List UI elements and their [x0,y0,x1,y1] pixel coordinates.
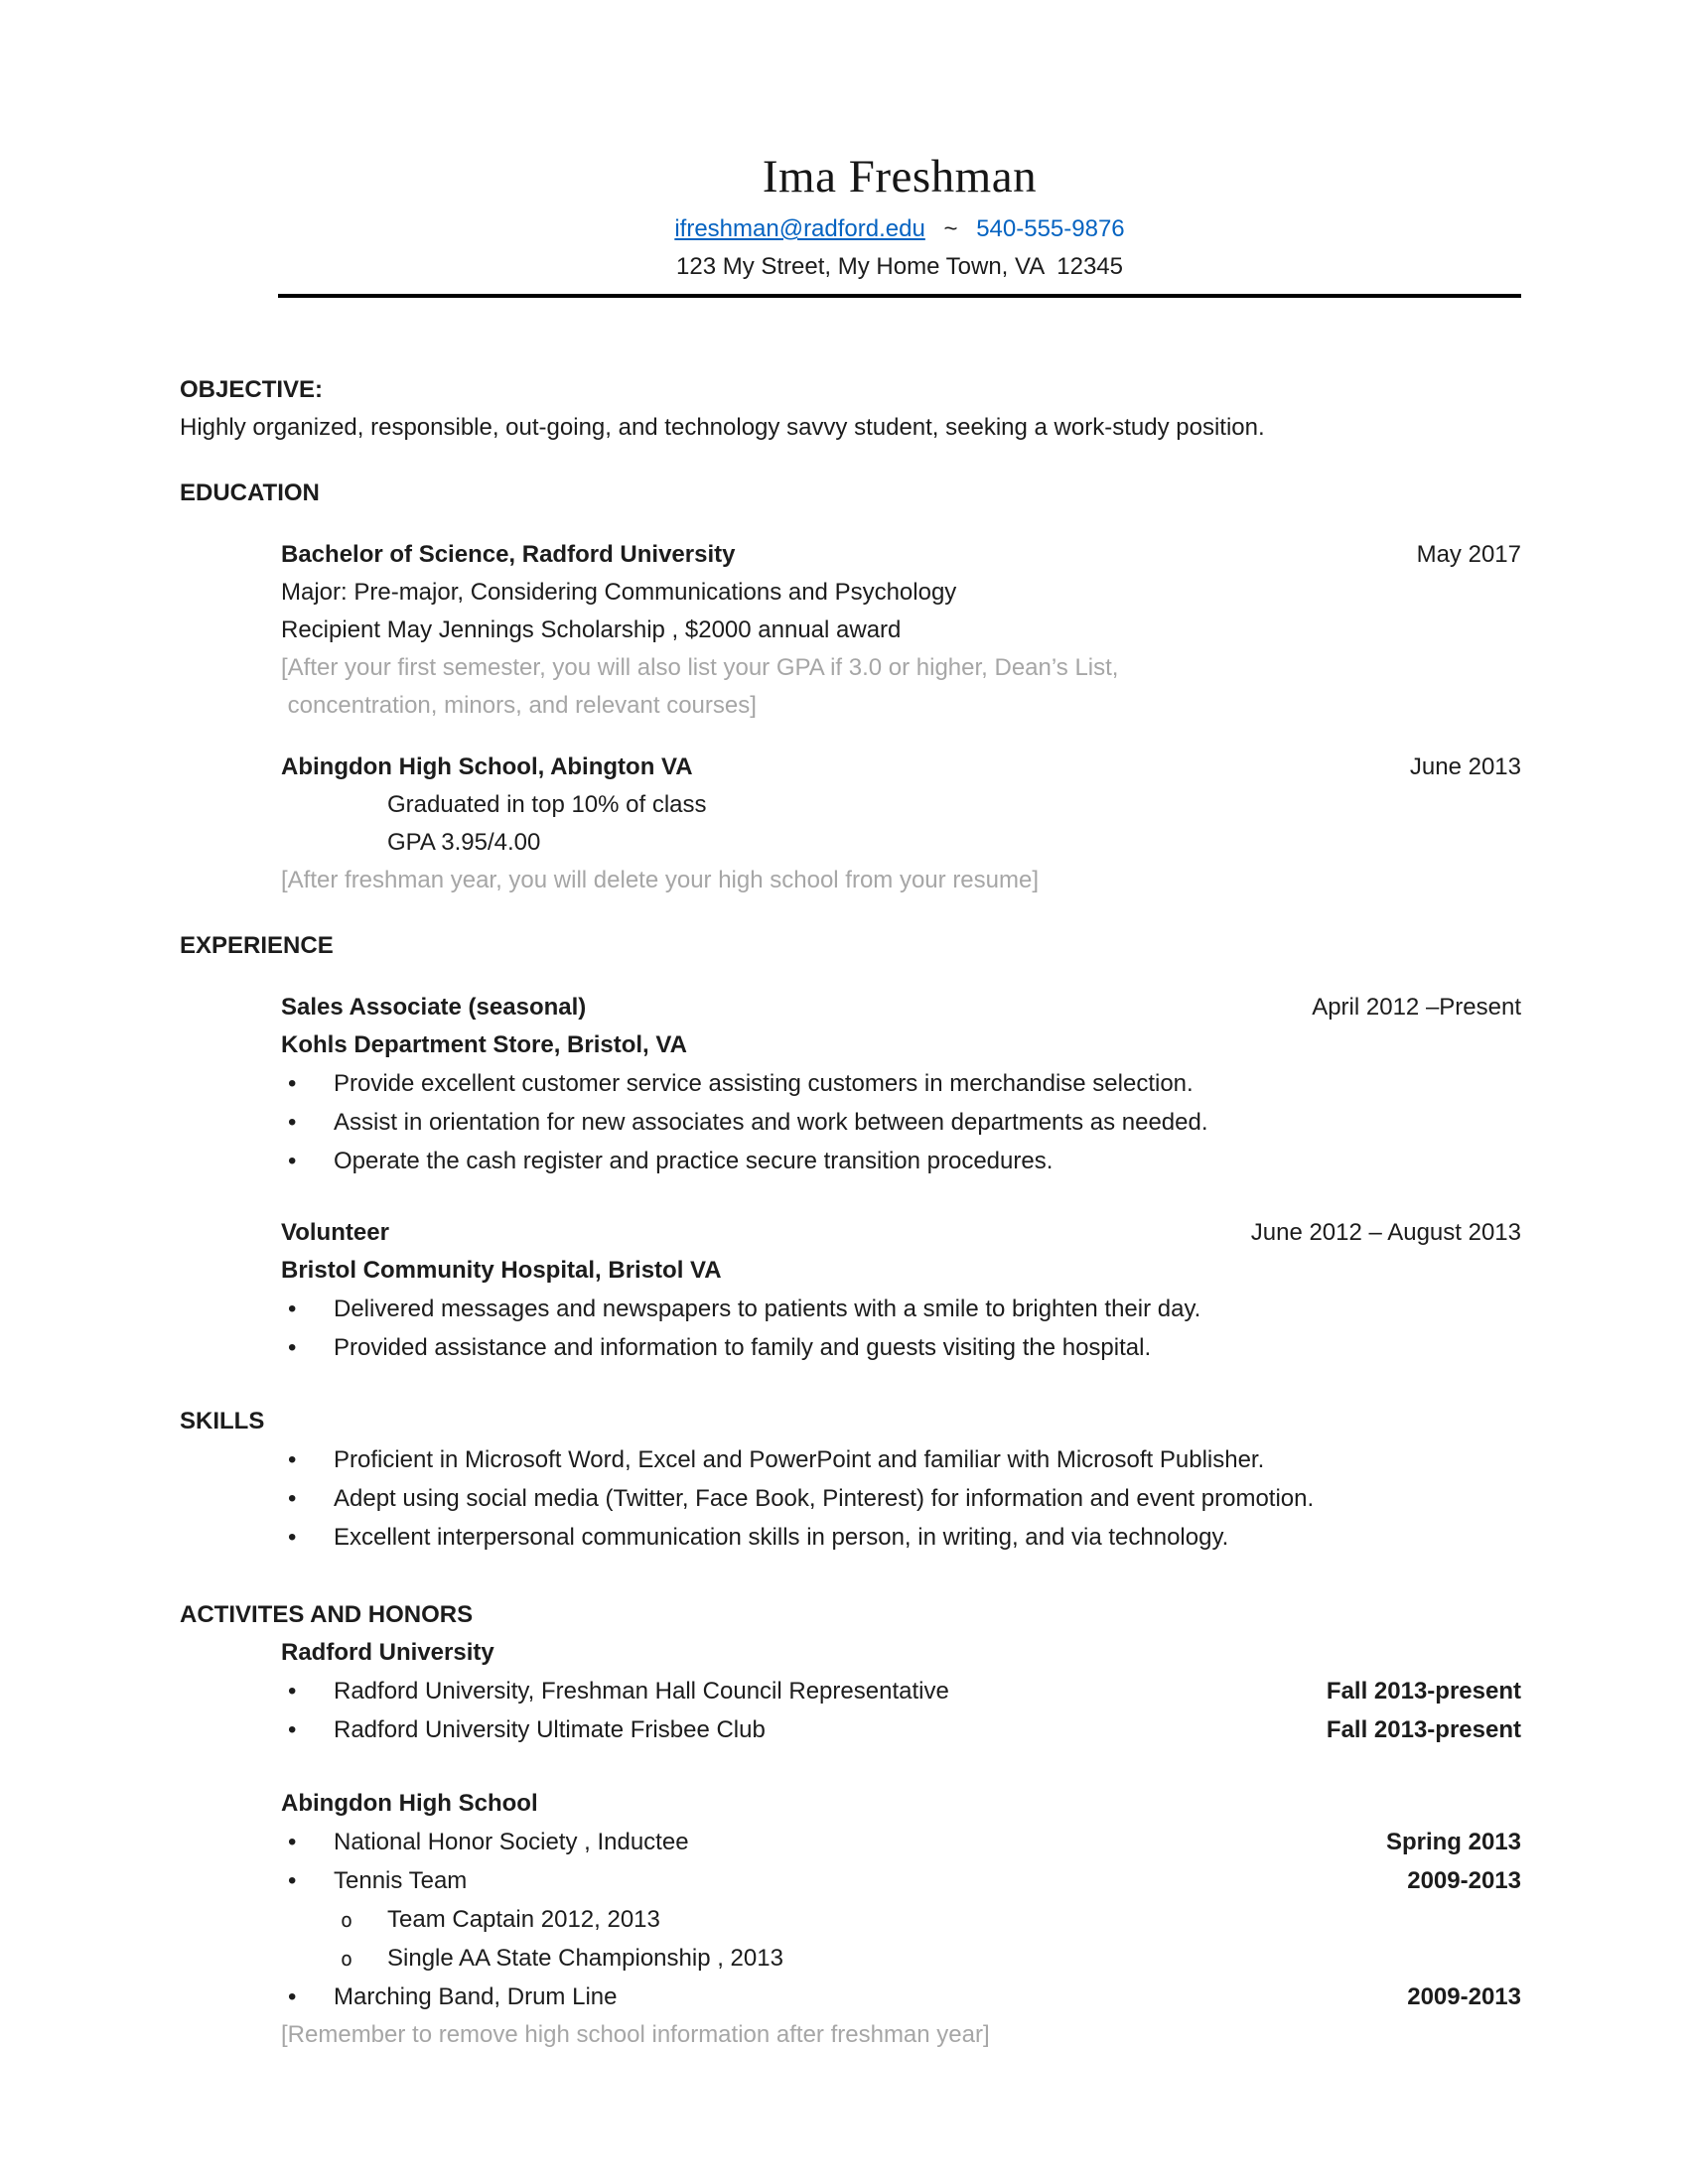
entry-title-row [281,1214,1521,1252]
bullet-item: • Adept using social media (Twitter, Face Book, Pinterest) for information and event promotion. [281,1479,1521,1518]
experience-heading: EXPERIENCE [180,932,334,959]
bullet-item: • Delivered messages and newspapers to patients with a smile to brighten their day. [281,1290,1521,1328]
phone-link[interactable]: 540-555-9876 [976,215,1125,242]
experience-entry-kohls [281,989,1521,1180]
candidate-name: Ima Freshman [762,151,1038,203]
experience-entry-hospital [281,1214,1521,1367]
activity-item-row [281,1861,1521,1900]
activity-date: 2009-2013 [1407,1867,1521,1894]
placeholder-note: [After freshman year, you will delete your high school from your resume] [281,867,1040,893]
education-detail-line: Recipient May Jennings Scholarship , $2000 annual award [281,616,902,643]
activity-date: Fall 2013-present [1326,1716,1521,1743]
email-link[interactable]: ifreshman@radford.edu [674,215,925,242]
education-entry-college [281,536,1521,725]
entry-title-row [281,989,1521,1026]
education-detail-line: Graduated in top 10% of class [387,791,707,818]
activity-item-row [281,1672,1521,1710]
activity-subitem: o Team Captain 2012, 2013 [281,1900,1521,1939]
activity-date: Fall 2013-present [1326,1678,1521,1705]
activities-heading: ACTIVITES AND HONORS [180,1601,474,1628]
bullet-item: • Proficient in Microsoft Word, Excel and PowerPoint and familiar with Microsoft Publisher. [281,1440,1521,1479]
placeholder-note: [After your first semester, you will also list your GPA if 3.0 or higher, Dean’s List, [281,654,1119,681]
skills-list [281,1440,1521,1557]
education-entry-highschool [281,749,1521,899]
activity-item: • Tennis Team [281,1861,1407,1900]
objective-text: Highly organized, responsible, out-going, and technology savvy student, seeking a work-study position. [180,414,1265,441]
job-organization: Bristol Community Hospital, Bristol VA [281,1257,722,1284]
school-date: June 2013 [1409,753,1521,780]
activity-item: • Radford University Ultimate Frisbee Club [281,1710,1327,1749]
job-date: April 2012 –Present [1312,994,1521,1021]
entry-title-row [281,536,1521,574]
contact-separator: ~ [943,215,958,242]
activity-item-row [281,1978,1521,2016]
bullet-item: • Provide excellent customer service assisting customers in merchandise selection. [281,1064,1521,1103]
education-detail-line: Major: Pre-major, Considering Communications and Psychology [281,579,957,606]
activity-item: • National Honor Society , Inductee [281,1823,1386,1861]
job-organization: Kohls Department Store, Bristol, VA [281,1031,687,1058]
activity-item: • Radford University, Freshman Hall Council Representative [281,1672,1327,1710]
activities-group-highschool [281,1785,1521,2054]
bullet-item: • Assist in orientation for new associates and work between departments as needed. [281,1103,1521,1142]
objective-heading: OBJECTIVE: [180,376,324,403]
bullet-item: • Excellent interpersonal communication skills in person, in writing, and via technology. [281,1518,1521,1557]
address-line: 123 My Street, My Home Town, VA 12345 [676,253,1123,280]
activities-group-title: Abingdon High School [281,1790,538,1817]
placeholder-note: concentration, minors, and relevant courses] [281,692,757,719]
activities-group-title: Radford University [281,1639,494,1666]
resume-content [180,0,1521,2054]
skills-heading: SKILLS [180,1408,265,1434]
bullet-item: • Provided assistance and information to family and guests visiting the hospital. [281,1328,1521,1367]
degree-date: May 2017 [1416,541,1521,568]
education-heading: EDUCATION [180,479,320,506]
school-title: Abingdon High School, Abington VA [281,753,693,780]
bullet-item: • Operate the cash register and practice secure transition procedures. [281,1142,1521,1180]
resume-header [278,0,1521,286]
activity-date: Spring 2013 [1385,1829,1521,1855]
job-title: Volunteer [281,1219,389,1246]
activities-group-radford [281,1634,1521,1749]
contact-line [278,210,1521,248]
activity-date: 2009-2013 [1407,1983,1521,2010]
placeholder-note: [Remember to remove high school information after freshman year] [281,2021,990,2048]
job-date: June 2012 – August 2013 [1250,1219,1521,1246]
activity-subitem: o Single AA State Championship , 2013 [281,1939,1521,1978]
degree-title: Bachelor of Science, Radford University [281,541,736,568]
activity-item: • Marching Band, Drum Line [281,1978,1407,2016]
header-divider [278,294,1521,298]
job-title: Sales Associate (seasonal) [281,994,587,1021]
activity-item-row [281,1823,1521,1861]
entry-title-row [281,749,1521,786]
activity-item-row [281,1710,1521,1749]
education-detail-line: GPA 3.95/4.00 [387,829,541,856]
